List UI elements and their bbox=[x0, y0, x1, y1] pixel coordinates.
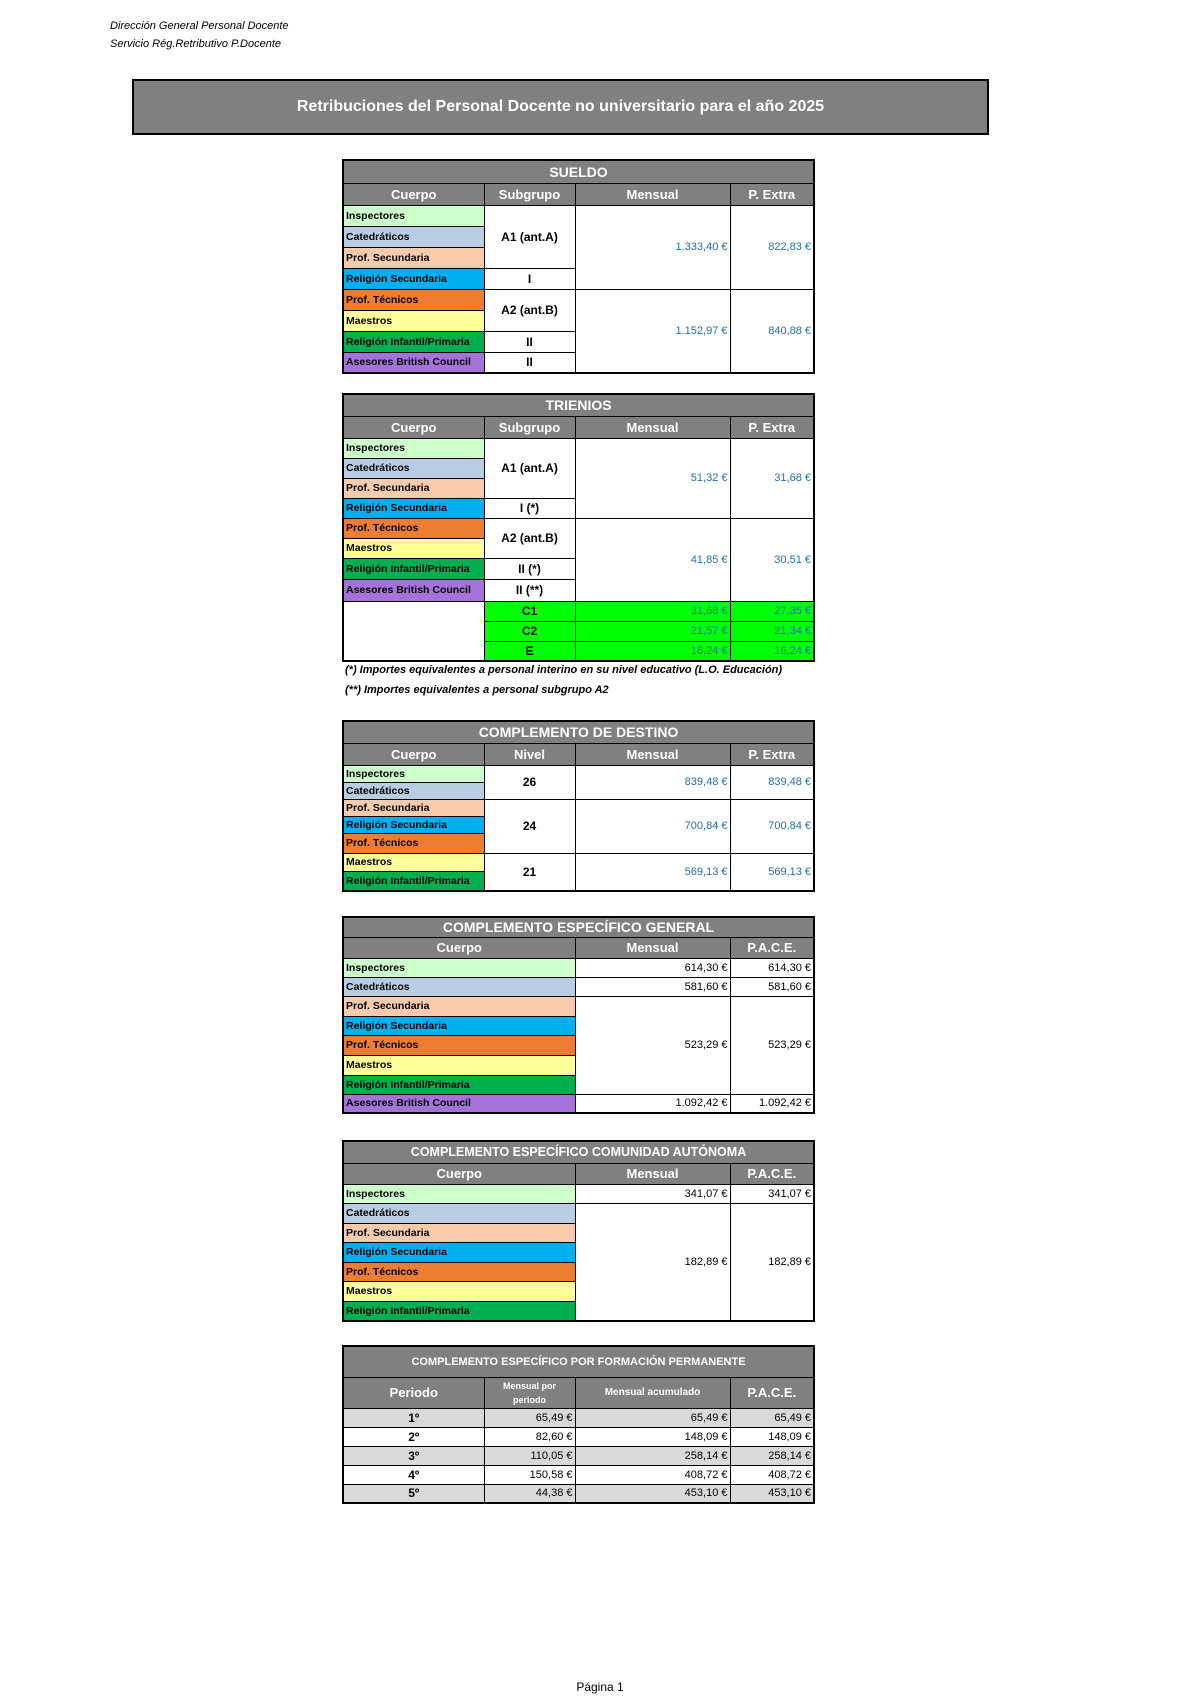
col-mensual: Mensual bbox=[575, 1163, 730, 1184]
mensual-a: 1.333,40 € bbox=[575, 205, 730, 289]
cuerpo-prof-tecnicos: Prof. Técnicos bbox=[343, 518, 484, 538]
cuerpo-maestros: Maestros bbox=[343, 538, 484, 558]
formacion-table bbox=[342, 1345, 815, 1504]
subgrupo-c1: C1 bbox=[484, 601, 575, 621]
cuerpo-prof-tecnicos: Prof. Técnicos bbox=[343, 1035, 575, 1055]
mensual-2: 82,60 € bbox=[484, 1427, 575, 1446]
cuerpo-religion-infantil: Religión Infantil/Primaria bbox=[343, 871, 484, 891]
sueldo-table bbox=[342, 159, 815, 374]
mensual-b: 41,85 € bbox=[575, 518, 730, 601]
col-cuerpo: Cuerpo bbox=[343, 183, 484, 205]
periodo-2: 2º bbox=[343, 1427, 484, 1446]
cuerpo-catedraticos: Catedráticos bbox=[343, 1203, 575, 1223]
cuerpo-asesores: Asesores British Council bbox=[343, 1094, 575, 1113]
trienios-note-1: (*) Importes equivalentes a personal interino en su nivel educativo (L.O. Educación) bbox=[345, 664, 783, 676]
col-cuerpo: Cuerpo bbox=[343, 937, 575, 958]
blank-cell bbox=[343, 621, 484, 641]
trienios-table bbox=[342, 393, 815, 662]
cuerpo-prof-tecnicos: Prof. Técnicos bbox=[343, 1262, 575, 1281]
cuerpo-prof-secundaria: Prof. Secundaria bbox=[343, 799, 484, 816]
mensual-26: 839,48 € bbox=[575, 765, 730, 799]
col-mensual: Mensual bbox=[575, 183, 730, 205]
header-line-1: Dirección General Personal Docente bbox=[110, 20, 289, 32]
cuerpo-religion-secundaria: Religión Secundaria bbox=[343, 816, 484, 833]
nivel-26: 26 bbox=[484, 765, 575, 799]
cuerpo-catedraticos: Catedráticos bbox=[343, 226, 484, 247]
mensual-asesores: 1.092,42 € bbox=[575, 1094, 730, 1113]
subgrupo-ii-asesores: II (**) bbox=[484, 579, 575, 601]
extra-21: 569,13 € bbox=[730, 853, 814, 891]
subgrupo-a2: A2 (ant.B) bbox=[484, 289, 575, 331]
destino-title: COMPLEMENTO DE DESTINO bbox=[343, 721, 814, 743]
pace-grupo: 182,89 € bbox=[730, 1203, 814, 1321]
periodo-3: 3º bbox=[343, 1446, 484, 1465]
pace-asesores: 1.092,42 € bbox=[730, 1094, 814, 1113]
pace-grupo: 523,29 € bbox=[730, 996, 814, 1094]
periodo-4: 4º bbox=[343, 1465, 484, 1484]
extra-24: 700,84 € bbox=[730, 799, 814, 853]
subgrupo-ii-asesores: II bbox=[484, 352, 575, 373]
comunidad-title: COMPLEMENTO ESPECÍFICO COMUNIDAD AUTÓNOMA bbox=[343, 1141, 814, 1163]
cuerpo-prof-tecnicos: Prof. Técnicos bbox=[343, 833, 484, 853]
mensual-grupo: 182,89 € bbox=[575, 1203, 730, 1321]
extra-a: 822,83 € bbox=[730, 205, 814, 289]
nivel-21: 21 bbox=[484, 853, 575, 891]
cuerpo-inspectores: Inspectores bbox=[343, 765, 484, 782]
col-cuerpo: Cuerpo bbox=[343, 416, 484, 438]
subgrupo-e: E bbox=[484, 641, 575, 661]
cuerpo-maestros: Maestros bbox=[343, 310, 484, 331]
acum-3: 258,14 € bbox=[575, 1446, 730, 1465]
cuerpo-maestros: Maestros bbox=[343, 1281, 575, 1301]
periodo-1: 1º bbox=[343, 1408, 484, 1427]
periodo-5: 5º bbox=[343, 1484, 484, 1503]
col-periodo: Periodo bbox=[343, 1377, 484, 1408]
blank-cell bbox=[343, 601, 484, 621]
mensual-b: 1.152,97 € bbox=[575, 289, 730, 373]
col-mensual: Mensual bbox=[575, 416, 730, 438]
subgrupo-i: I bbox=[484, 268, 575, 289]
cuerpo-inspectores: Inspectores bbox=[343, 1184, 575, 1203]
mensual-5: 44,38 € bbox=[484, 1484, 575, 1503]
subgrupo-ii: II (*) bbox=[484, 558, 575, 579]
cuerpo-religion-infantil: Religión Infantil/Primaria bbox=[343, 1301, 575, 1321]
mensual-a: 51,32 € bbox=[575, 438, 730, 518]
trienios-note-2: (**) Importes equivalentes a personal subgrupo A2 bbox=[345, 684, 609, 696]
trienios-title: TRIENIOS bbox=[343, 394, 814, 416]
cuerpo-religion-infantil: Religión Infantil/Primaria bbox=[343, 558, 484, 579]
col-mensual: Mensual bbox=[575, 743, 730, 765]
extra-b: 840,88 € bbox=[730, 289, 814, 373]
mensual-3: 110,05 € bbox=[484, 1446, 575, 1465]
pace-catedraticos: 581,60 € bbox=[730, 977, 814, 996]
cuerpo-religion-secundaria: Religión Secundaria bbox=[343, 268, 484, 289]
mensual-e: 16,24 € bbox=[575, 641, 730, 661]
pace-2: 148,09 € bbox=[730, 1427, 814, 1446]
cuerpo-asesores: Asesores British Council bbox=[343, 579, 484, 601]
pace-4: 408,72 € bbox=[730, 1465, 814, 1484]
cuerpo-maestros: Maestros bbox=[343, 853, 484, 871]
comunidad-table bbox=[342, 1140, 815, 1322]
cuerpo-prof-secundaria: Prof. Secundaria bbox=[343, 1223, 575, 1242]
col-pextra: P. Extra bbox=[730, 743, 814, 765]
extra-c2: 21,34 € bbox=[730, 621, 814, 641]
col-subgrupo: Subgrupo bbox=[484, 183, 575, 205]
extra-26: 839,48 € bbox=[730, 765, 814, 799]
mensual-inspectores: 614,30 € bbox=[575, 958, 730, 977]
extra-c1: 27,35 € bbox=[730, 601, 814, 621]
pace-1: 65,49 € bbox=[730, 1408, 814, 1427]
col-cuerpo: Cuerpo bbox=[343, 1163, 575, 1184]
cuerpo-religion-secundaria: Religión Secundaria bbox=[343, 1242, 575, 1262]
cuerpo-inspectores: Inspectores bbox=[343, 205, 484, 226]
mensual-24: 700,84 € bbox=[575, 799, 730, 853]
pace-3: 258,14 € bbox=[730, 1446, 814, 1465]
mensual-21: 569,13 € bbox=[575, 853, 730, 891]
extra-b: 30,51 € bbox=[730, 518, 814, 601]
cuerpo-religion-infantil: Religión Infantil/Primaria bbox=[343, 331, 484, 352]
mensual-c2: 21,57 € bbox=[575, 621, 730, 641]
formacion-title: COMPLEMENTO ESPECÍFICO POR FORMACIÓN PERMANENTE bbox=[343, 1346, 814, 1377]
acum-2: 148,09 € bbox=[575, 1427, 730, 1446]
extra-e: 16,24 € bbox=[730, 641, 814, 661]
header-line-2: Servicio Rég.Retributivo P.Docente bbox=[110, 38, 281, 50]
destino-table bbox=[342, 720, 815, 892]
cuerpo-religion-infantil: Religión Infantil/Primaria bbox=[343, 1075, 575, 1094]
col-mensual-acumulado: Mensual acumulado bbox=[575, 1377, 730, 1408]
acum-5: 453,10 € bbox=[575, 1484, 730, 1503]
cuerpo-catedraticos: Catedráticos bbox=[343, 782, 484, 799]
subgrupo-a1: A1 (ant.A) bbox=[484, 205, 575, 268]
subgrupo-a1: A1 (ant.A) bbox=[484, 438, 575, 498]
mensual-inspectores: 341,07 € bbox=[575, 1184, 730, 1203]
pace-inspectores: 341,07 € bbox=[730, 1184, 814, 1203]
cuerpo-religion-secundaria: Religión Secundaria bbox=[343, 1016, 575, 1035]
cuerpo-prof-secundaria: Prof. Secundaria bbox=[343, 247, 484, 268]
col-cuerpo: Cuerpo bbox=[343, 743, 484, 765]
col-mensual: Mensual bbox=[575, 937, 730, 958]
mensual-grupo: 523,29 € bbox=[575, 996, 730, 1094]
page-number: Página 1 bbox=[576, 1680, 624, 1694]
blank-cell bbox=[343, 641, 484, 661]
cuerpo-inspectores: Inspectores bbox=[343, 438, 484, 458]
cuerpo-inspectores: Inspectores bbox=[343, 958, 575, 977]
pace-inspectores: 614,30 € bbox=[730, 958, 814, 977]
col-pace: P.A.C.E. bbox=[730, 1377, 814, 1408]
cuerpo-religion-secundaria: Religión Secundaria bbox=[343, 498, 484, 518]
col-nivel: Nivel bbox=[484, 743, 575, 765]
acum-1: 65,49 € bbox=[575, 1408, 730, 1427]
mensual-4: 150,58 € bbox=[484, 1465, 575, 1484]
especifico-general-table bbox=[342, 916, 815, 1114]
cuerpo-prof-secundaria: Prof. Secundaria bbox=[343, 996, 575, 1016]
nivel-24: 24 bbox=[484, 799, 575, 853]
extra-a: 31,68 € bbox=[730, 438, 814, 518]
cuerpo-catedraticos: Catedráticos bbox=[343, 458, 484, 478]
cuerpo-catedraticos: Catedráticos bbox=[343, 977, 575, 996]
cuerpo-prof-secundaria: Prof. Secundaria bbox=[343, 478, 484, 498]
subgrupo-a2: A2 (ant.B) bbox=[484, 518, 575, 558]
sueldo-title: SUELDO bbox=[343, 160, 814, 183]
col-mensual-periodo: Mensual por periodo bbox=[484, 1377, 575, 1408]
subgrupo-c2: C2 bbox=[484, 621, 575, 641]
pace-5: 453,10 € bbox=[730, 1484, 814, 1503]
mensual-c1: 31,68 € bbox=[575, 601, 730, 621]
page-title: Retribuciones del Personal Docente no universitario para el año 2025 bbox=[132, 79, 989, 135]
cuerpo-maestros: Maestros bbox=[343, 1055, 575, 1075]
subgrupo-ii: II bbox=[484, 331, 575, 352]
cuerpo-asesores: Asesores British Council bbox=[343, 352, 484, 373]
mensual-1: 65,49 € bbox=[484, 1408, 575, 1427]
col-subgrupo: Subgrupo bbox=[484, 416, 575, 438]
especifico-title: COMPLEMENTO ESPECÍFICO GENERAL bbox=[343, 917, 814, 937]
subgrupo-i: I (*) bbox=[484, 498, 575, 518]
acum-4: 408,72 € bbox=[575, 1465, 730, 1484]
col-pextra: P. Extra bbox=[730, 183, 814, 205]
cuerpo-prof-tecnicos: Prof. Técnicos bbox=[343, 289, 484, 310]
col-pace: P.A.C.E. bbox=[730, 1163, 814, 1184]
col-pace: P.A.C.E. bbox=[730, 937, 814, 958]
mensual-catedraticos: 581,60 € bbox=[575, 977, 730, 996]
col-pextra: P. Extra bbox=[730, 416, 814, 438]
